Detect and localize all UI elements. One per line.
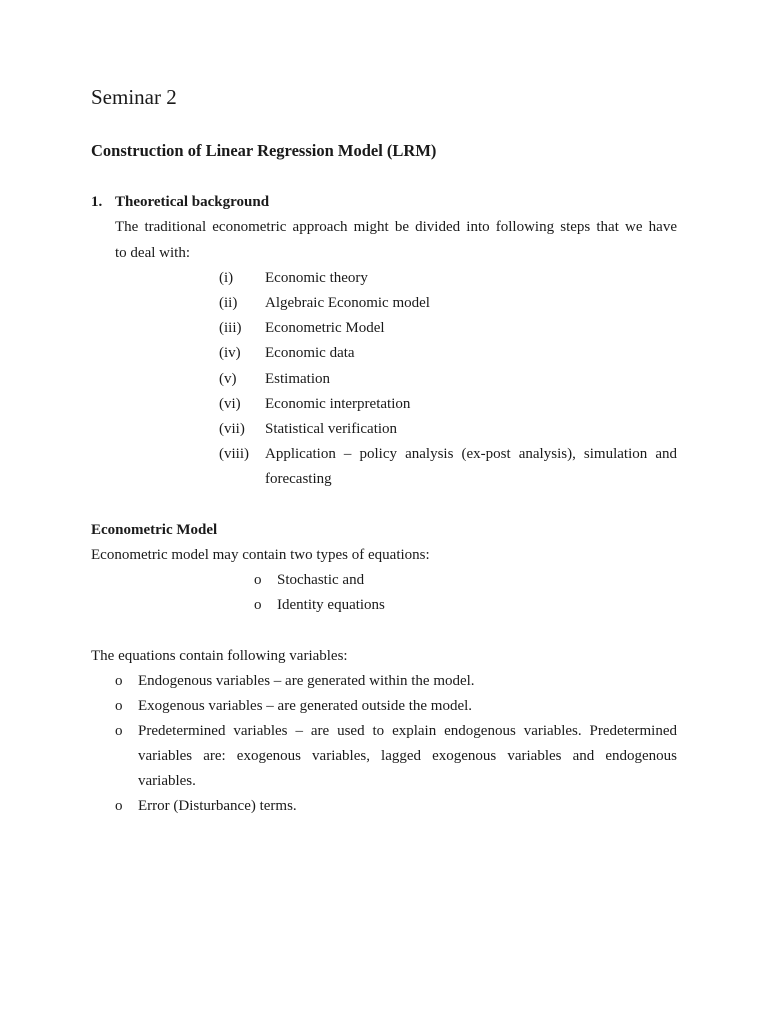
variable-item: Endogenous variables – are generated within the model. [138,673,475,689]
step-numeral: (vi) [219,396,241,412]
step-text-continued: forecasting [265,471,332,487]
seminar-title: Seminar 2 [91,85,177,109]
bullet-icon: o [115,673,123,689]
bullet-icon: o [254,597,262,613]
variable-item-continued: variables. [138,773,196,789]
econometric-model-intro: Econometric model may contain two types of equations: [91,547,430,563]
intro-line-1: The traditional econometric approach might be divided into following steps that we have [115,219,677,235]
intro-line-2: to deal with: [115,245,190,261]
step-text: Economic theory [265,270,368,286]
step-numeral: (vii) [219,421,245,437]
section-title: Theoretical background [115,194,270,210]
step-text: Economic interpretation [265,396,411,412]
step-numeral: (iv) [219,345,241,361]
equation-type: Identity equations [277,597,385,613]
step-numeral: (viii) [219,446,249,462]
bullet-icon: o [115,798,123,814]
step-text: Application – policy analysis (ex-post analysis), simulation and [265,446,677,462]
variables-intro: The equations contain following variables: [91,648,348,664]
bullet-icon: o [254,572,262,588]
step-numeral: (v) [219,371,237,387]
step-numeral: (i) [219,270,234,286]
variable-item: Error (Disturbance) terms. [138,798,297,814]
step-text: Econometric Model [265,320,385,336]
step-numeral: (iii) [219,320,242,336]
step-text: Estimation [265,371,330,387]
step-text: Algebraic Economic model [265,295,430,311]
equation-type: Stochastic and [277,572,365,588]
variable-item: Exogenous variables – are generated outside the model. [138,698,473,714]
bullet-icon: o [115,698,123,714]
variable-item: Predetermined variables – are used to explain endogenous variables. Predetermined [138,723,677,739]
step-text: Statistical verification [265,421,398,437]
step-text: Economic data [265,345,355,361]
econometric-model-heading: Econometric Model [91,522,218,538]
variable-item-continued: variables are: exogenous variables, lagged exogenous variables and endogenous [138,748,677,764]
bullet-icon: o [115,723,123,739]
section-number: 1. [91,194,103,210]
step-numeral: (ii) [219,295,238,311]
main-heading: Construction of Linear Regression Model (LRM) [91,141,437,160]
